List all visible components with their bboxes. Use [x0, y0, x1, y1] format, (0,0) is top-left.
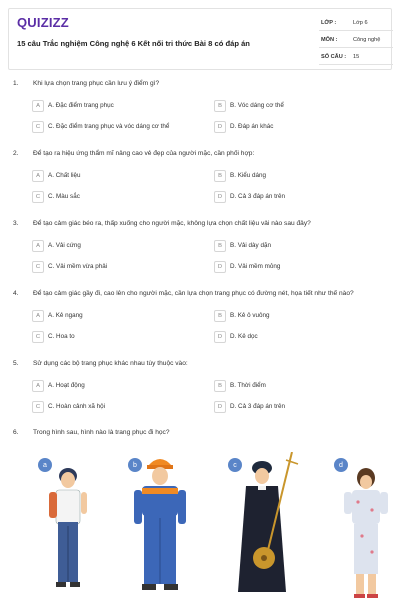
answer-option-a[interactable]	[32, 99, 114, 112]
option-text: C. Đặc điểm trang phục và vóc dáng cơ thể	[48, 123, 170, 130]
answer-option-a[interactable]	[32, 239, 81, 252]
meta-key: SỐ CÂU :	[321, 54, 347, 60]
question-number: 3.	[13, 220, 19, 227]
option-letter-box: D	[214, 121, 226, 133]
answer-option-c[interactable]	[32, 330, 75, 343]
option-text: A. Chất liệu	[48, 172, 81, 179]
option-text: A. Hoạt động	[48, 382, 85, 389]
option-text: D. Cả 3 đáp án trên	[230, 403, 285, 410]
option-letter-box: A	[32, 170, 44, 182]
question-text: Để tạo ra hiệu ứng thẩm mĩ nâng cao vẻ đẹp của người mặc, cần phối hợp:	[33, 150, 255, 157]
option-text: C. Vải mềm vừa phải	[48, 263, 108, 270]
option-text: D. Vải mềm mỏng	[230, 263, 281, 270]
option-letter-box: A	[32, 380, 44, 392]
answer-option-a[interactable]	[32, 309, 83, 322]
option-text: A. Đặc điểm trang phục	[48, 102, 114, 109]
answer-option-c[interactable]	[32, 120, 169, 133]
question-number: 1.	[13, 80, 19, 87]
worksheet-header	[8, 8, 392, 70]
answer-option-b[interactable]	[214, 309, 270, 322]
option-letter-box: C	[32, 121, 44, 133]
option-text: B. Thời điểm	[230, 382, 266, 389]
figure-badge-a[interactable]: a	[38, 458, 52, 472]
option-letter-box: D	[214, 261, 226, 273]
answer-option-a[interactable]	[32, 169, 81, 182]
answer-option-d[interactable]	[214, 120, 273, 133]
option-text: B. Kẻ ô vuông	[230, 312, 270, 319]
answer-option-d[interactable]	[214, 190, 285, 203]
answer-option-d[interactable]	[214, 260, 280, 273]
option-letter-box: B	[214, 380, 226, 392]
option-text: C. Hoàn cảnh xã hội	[48, 403, 106, 410]
answer-option-d[interactable]	[214, 330, 258, 343]
answer-option-b[interactable]	[214, 99, 284, 112]
meta-value: Lớp 6	[353, 20, 368, 26]
option-text: D. Cả 3 đáp án trên	[230, 193, 285, 200]
figure-badge-d[interactable]: d	[334, 458, 348, 472]
meta-row-count	[319, 51, 393, 65]
question-number: 5.	[13, 360, 19, 367]
question-number: 6.	[13, 429, 19, 436]
option-letter-box: C	[32, 191, 44, 203]
option-letter-box: D	[214, 401, 226, 413]
option-letter-box: A	[32, 240, 44, 252]
question-number: 2.	[13, 150, 19, 157]
option-text: B. Vóc dáng cơ thể	[230, 102, 284, 109]
answer-option-c[interactable]	[32, 190, 80, 203]
answer-option-d[interactable]	[214, 400, 285, 413]
option-letter-box: B	[214, 310, 226, 322]
question-text: Khi lựa chọn trang phục cần lưu ý điểm gì?	[33, 80, 160, 87]
option-text: C. Màu sắc	[48, 193, 80, 200]
option-text: D. Kẻ dọc	[230, 333, 258, 340]
worksheet-title: 15 câu Trắc nghiệm Công nghệ 6 Kết nối tri thức Bài 8 có đáp án	[17, 39, 250, 48]
option-letter-box: B	[214, 170, 226, 182]
meta-row-grade	[319, 17, 393, 31]
answer-option-c[interactable]	[32, 260, 107, 273]
quizizz-logo: QUIZIZZ	[17, 15, 69, 30]
option-text: C. Hoa to	[48, 333, 75, 340]
question-6-figures	[0, 452, 400, 600]
answer-option-c[interactable]	[32, 400, 105, 413]
option-letter-box: B	[214, 100, 226, 112]
meta-row-subject	[319, 34, 393, 48]
meta-value: 15	[353, 54, 360, 60]
question-text: Để tạo cảm giác béo ra, thấp xuống cho người mặc, không lựa chọn chất liệu vải nào sau đây?	[33, 220, 311, 227]
meta-key: MÔN :	[321, 37, 338, 43]
answer-option-b[interactable]	[214, 379, 266, 392]
question-text: Trong hình sau, hình nào là trang phục đi học?	[33, 429, 170, 436]
meta-table	[319, 9, 393, 71]
option-text: A. Kẻ ngang	[48, 312, 83, 319]
answer-option-b[interactable]	[214, 239, 271, 252]
worker-figure	[128, 452, 192, 600]
option-letter-box: A	[32, 100, 44, 112]
option-text: B. Vải dày dặn	[230, 242, 271, 249]
figure-badge-c[interactable]: c	[228, 458, 242, 472]
option-letter-box: C	[32, 401, 44, 413]
meta-value: Công nghệ	[353, 37, 381, 43]
question-number: 4.	[13, 290, 19, 297]
option-letter-box: C	[32, 261, 44, 273]
answer-option-a[interactable]	[32, 379, 85, 392]
option-letter-box: D	[214, 191, 226, 203]
answer-option-b[interactable]	[214, 169, 266, 182]
student-figure	[40, 462, 96, 600]
option-text: A. Vải cứng	[48, 242, 81, 249]
traditional-dress-figure	[232, 452, 304, 600]
option-letter-box: B	[214, 240, 226, 252]
option-letter-box: C	[32, 331, 44, 343]
option-letter-box: A	[32, 310, 44, 322]
question-text: Sử dụng các bộ trang phục khác nhau tùy thuộc vào:	[33, 360, 188, 367]
question-text: Để tạo cảm giác gầy đi, cao lên cho người mặc, cần lựa chọn trang phục có đường nét, họa tiết như thế nào?	[33, 290, 354, 297]
option-text: B. Kiểu dáng	[230, 172, 267, 179]
figure-badge-b[interactable]: b	[128, 458, 142, 472]
option-text: D. Đáp án khác	[230, 123, 274, 130]
meta-key: LỚP :	[321, 20, 337, 26]
pajama-figure	[340, 466, 392, 600]
option-letter-box: D	[214, 331, 226, 343]
